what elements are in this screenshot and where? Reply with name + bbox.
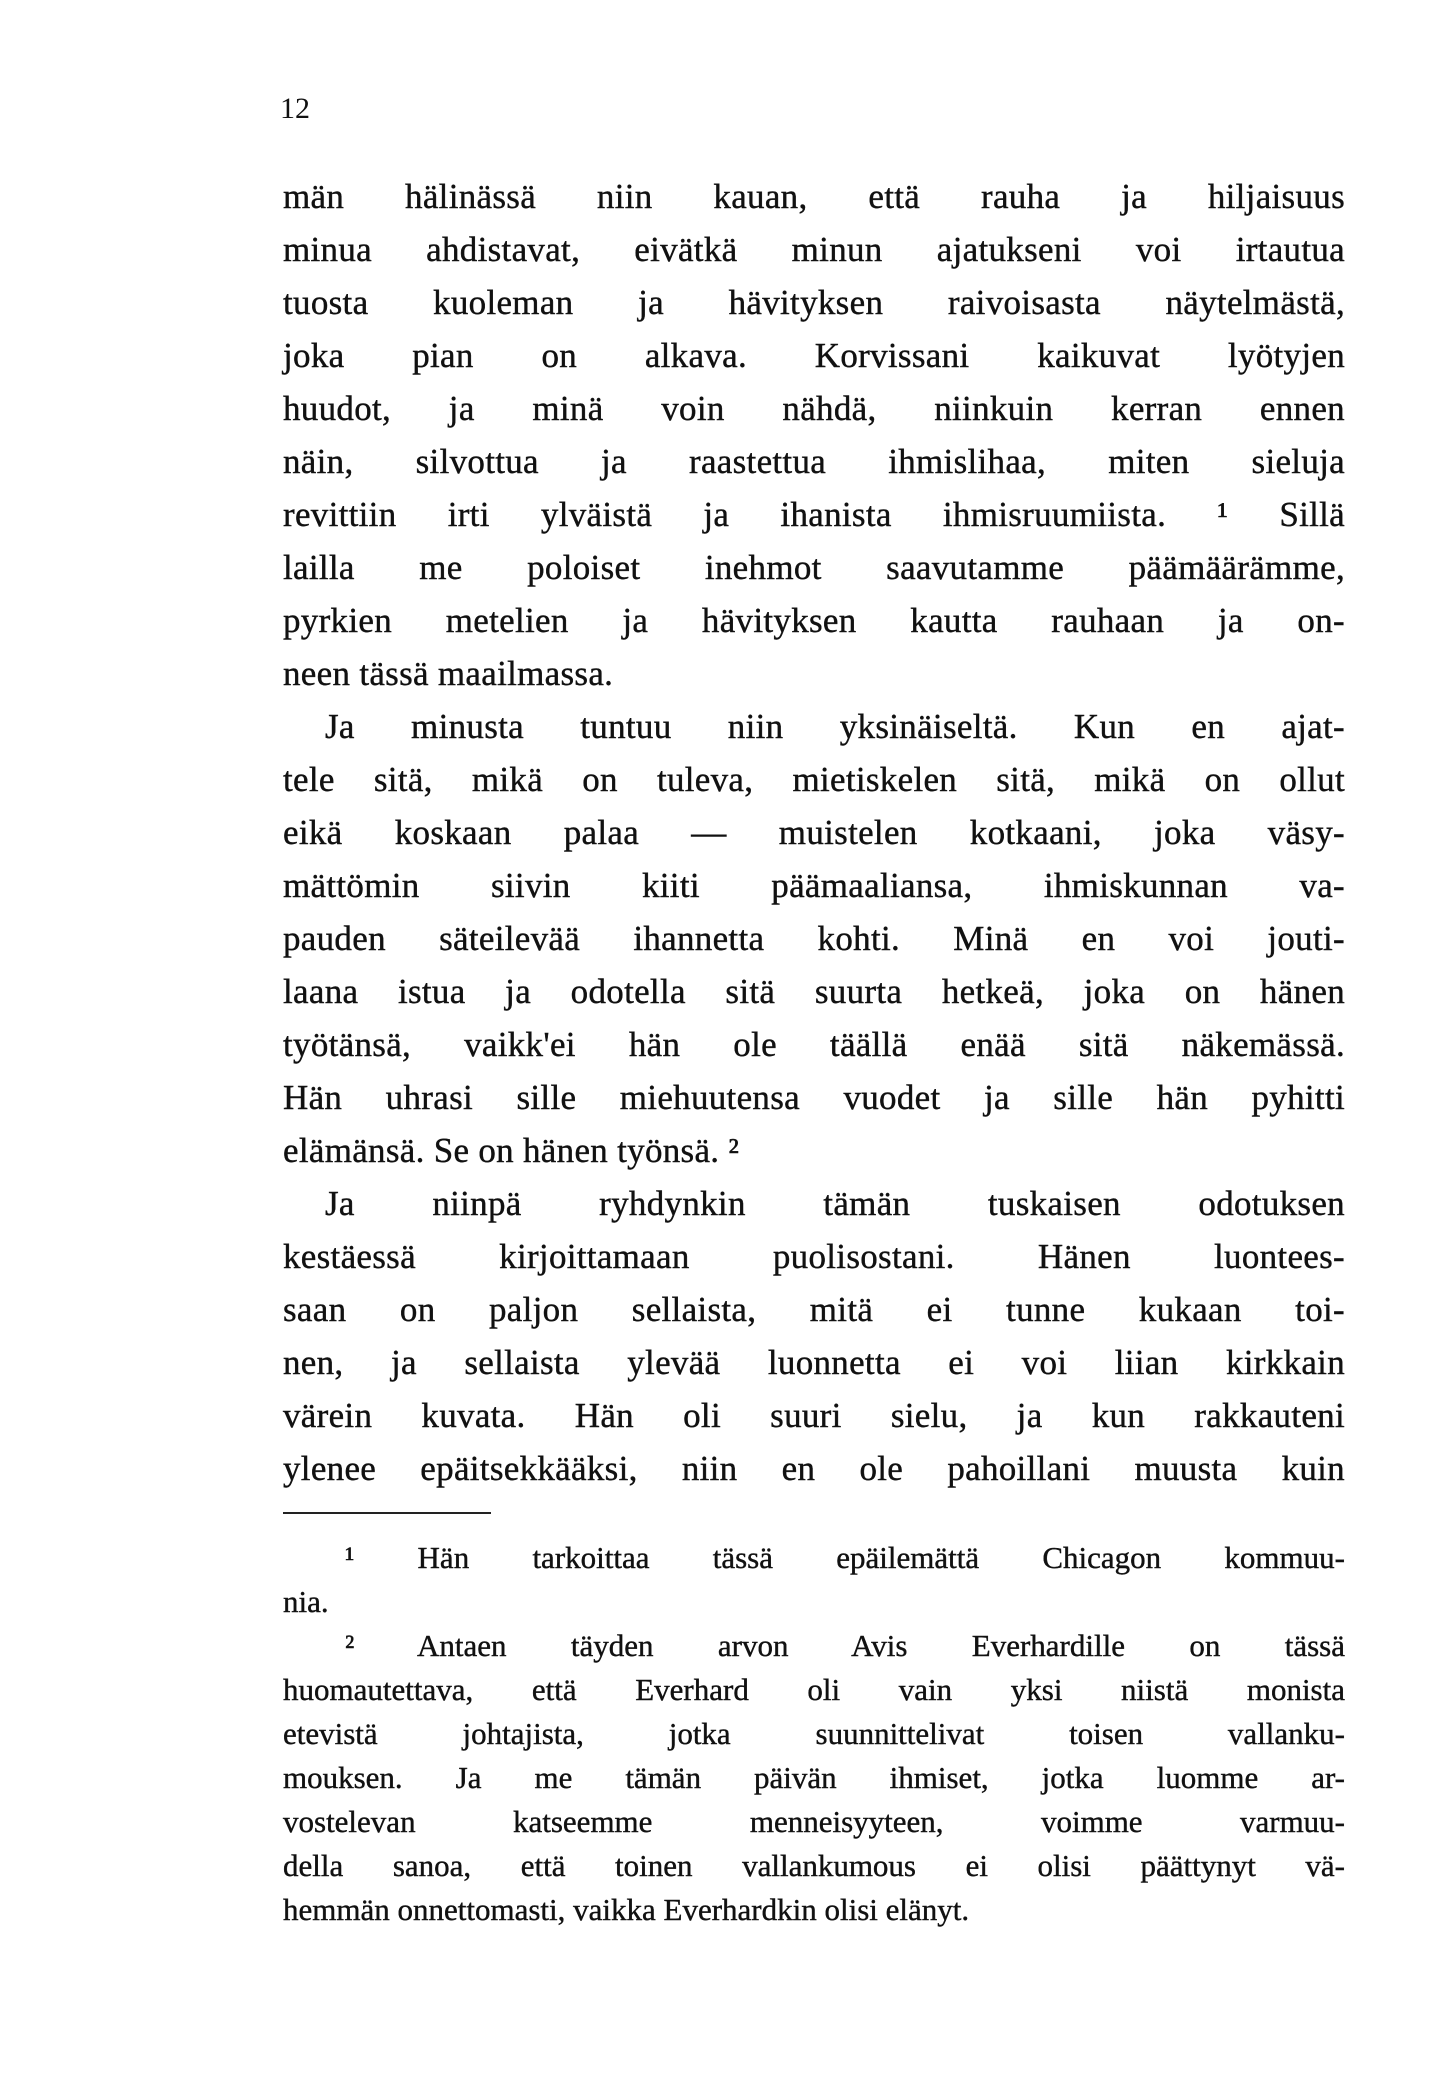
- paragraph-1-line: revittiin irti ylväistä ja ihanista ihmisruumiista. ¹ Sillä: [283, 495, 1345, 534]
- footnote-2-line: della sanoa, että toinen vallankumous ei olisi päättynyt vä-: [283, 1848, 1345, 1883]
- paragraph-3-line: värein kuvata. Hän oli suuri sielu, ja kun rakkauteni: [283, 1396, 1345, 1435]
- paragraph-2-line: eikä koskaan palaa — muistelen kotkaani, joka väsy-: [283, 813, 1345, 852]
- paragraph-1-line: lailla me poloiset inehmot saavutamme päämäärämme,: [283, 548, 1345, 587]
- footnote-2-line: huomautettava, että Everhard oli vain yksi niistä monista: [283, 1672, 1345, 1707]
- paragraph-1-line: pyrkien metelien ja hävityksen kautta rauhaan ja on-: [283, 601, 1345, 640]
- paragraph-1-line: män hälinässä niin kauan, että rauha ja hiljaisuus: [283, 177, 1345, 216]
- footnote-2-line: hemmän onnettomasti, vaikka Everhardkin olisi elänyt.: [283, 1892, 970, 1927]
- footnote-2-line: etevistä johtajista, jotka suunnittelivat toisen vallanku-: [283, 1716, 1345, 1751]
- footnote-2-line: vostelevan katseemme menneisyyteen, voimme varmuu-: [283, 1804, 1345, 1839]
- paragraph-1-line: huudot, ja minä voin nähdä, niinkuin kerran ennen: [283, 389, 1345, 428]
- paragraph-2-line: Ja minusta tuntuu niin yksinäiseltä. Kun en ajat-: [325, 707, 1345, 746]
- footnote-1-line: ¹ Hän tarkoittaa tässä epäilemättä Chicagon kommuu-: [345, 1540, 1345, 1575]
- footnote-divider: [283, 1512, 491, 1514]
- paragraph-3-line: nen, ja sellaista ylevää luonnetta ei voi liian kirkkain: [283, 1343, 1345, 1382]
- page-number: 12: [280, 92, 310, 125]
- footnotes: [283, 1536, 1345, 1932]
- paragraph-3-line: Ja niinpä ryhdynkin tämän tuskaisen odotuksen: [325, 1184, 1345, 1223]
- paragraph-2-line: pauden säteilevää ihannetta kohti. Minä en voi jouti-: [283, 919, 1345, 958]
- body-text: [283, 170, 1345, 1495]
- paragraph-2-line: tele sitä, mikä on tuleva, mietiskelen sitä, mikä on ollut: [283, 760, 1345, 799]
- paragraph-1-line: näin, silvottua ja raastettua ihmislihaa, miten sieluja: [283, 442, 1345, 481]
- paragraph-2-line: mättömin siivin kiiti päämaaliansa, ihmiskunnan va-: [283, 866, 1345, 905]
- paragraph-2-line: Hän uhrasi sille miehuutensa vuodet ja sille hän pyhitti: [283, 1078, 1345, 1117]
- footnote-2-line: ² Antaen täyden arvon Avis Everhardille on tässä: [345, 1628, 1345, 1663]
- paragraph-3-line: saan on paljon sellaista, mitä ei tunne kukaan toi-: [283, 1290, 1345, 1329]
- paragraph-2-line: työtänsä, vaikk'ei hän ole täällä enää sitä näkemässä.: [283, 1025, 1345, 1064]
- paragraph-2-line: laana istua ja odotella sitä suurta hetkeä, joka on hänen: [283, 972, 1345, 1011]
- paragraph-1-line: joka pian on alkava. Korvissani kaikuvat lyötyjen: [283, 336, 1345, 375]
- paragraph-3-line: kestäessä kirjoittamaan puolisostani. Hänen luontees-: [283, 1237, 1345, 1276]
- footnote-1-line: nia.: [283, 1584, 329, 1619]
- paragraph-1-line: tuosta kuoleman ja hävityksen raivoisasta näytelmästä,: [283, 283, 1345, 322]
- paragraph-1-line: minua ahdistavat, eivätkä minun ajatukseni voi irtautua: [283, 230, 1345, 269]
- footnote-2-line: mouksen. Ja me tämän päivän ihmiset, jotka luomme ar-: [283, 1760, 1345, 1795]
- paragraph-2-line: elämänsä. Se on hänen työnsä. ²: [283, 1131, 740, 1170]
- paragraph-1-line: neen tässä maailmassa.: [283, 654, 614, 693]
- paragraph-3-line: ylenee epäitsekkääksi, niin en ole pahoillani muusta kuin: [283, 1449, 1345, 1488]
